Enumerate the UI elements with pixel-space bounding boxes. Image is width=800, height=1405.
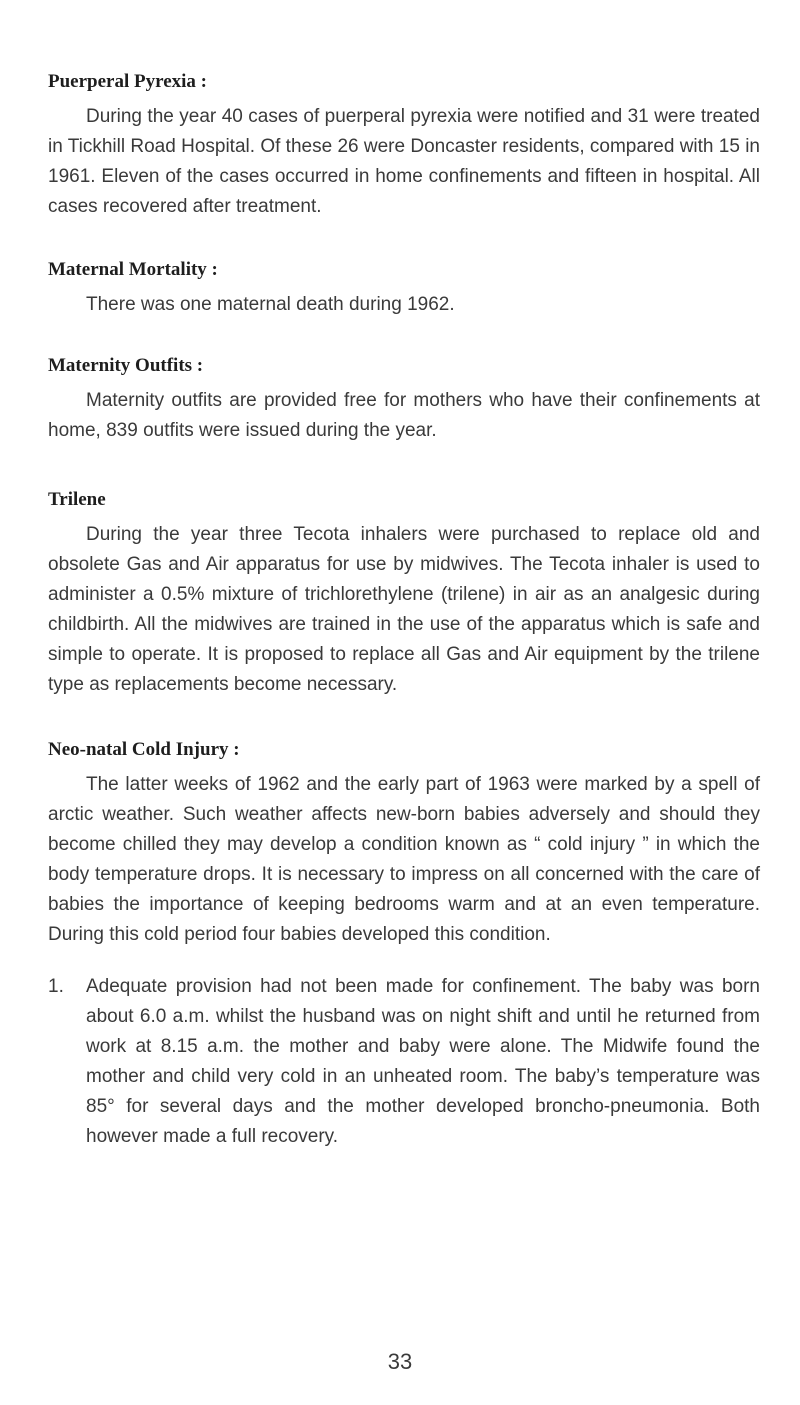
section-heading: Maternity Outfits : (48, 355, 204, 376)
section-paragraph: The latter weeks of 1962 and the early part of 1963 were marked by a spell of arctic weather. Such weather affects new-born babies adversely and should they become chilled they may develop a condition known as “ cold injury ” in which the body temperature drops. It is necessary to impress on all concerned with the care of babies the importance of keeping bedrooms warm and at an even temperature. During this cold period four babies developed this condition. (48, 774, 760, 945)
numbered-list-item (48, 972, 760, 1152)
section-neo-natal-cold-injury (48, 738, 760, 950)
section-paragraph: Maternity outfits are provided free for mothers who have their confinements at home, 839 outfits were issued during the year. (48, 390, 760, 441)
section-heading: Puerperal Pyrexia : (48, 71, 207, 92)
section-heading: Neo-natal Cold Injury : (48, 739, 240, 760)
page-number: 33 (387, 1349, 413, 1374)
section-paragraph: During the year 40 cases of puerperal pyrexia were notified and 31 were treated in Tickhill Road Hospital. Of these 26 were Doncaster residents, compared with 15 in 1961. Eleven of the cases occurred in home confinements and fifteen in hospital. All cases recovered after treatment. (48, 106, 760, 217)
section-heading: Maternal Mortality : (48, 259, 218, 280)
section-maternity-outfits (48, 354, 760, 446)
list-item-number: 1. (48, 976, 64, 997)
section-trilene (48, 488, 760, 700)
section-maternal-mortality (48, 258, 760, 320)
section-paragraph: There was one maternal death during 1962. (86, 294, 455, 315)
section-puerperal-pyrexia (48, 70, 760, 222)
document-page (48, 70, 760, 1152)
list-item-text: Adequate provision had not been made for confinement. The baby was born about 6.0 a.m. whilst the husband was on night shift and until he returned from work at 8.15 a.m. the mother and baby were alone. The Midwife found the mother and child very cold in an unheated room. The baby’s temperature was 85° for several days and the mother developed broncho-pneumonia. Both however made a full recovery. (86, 976, 760, 1147)
section-heading: Trilene (48, 489, 106, 510)
section-paragraph: During the year three Tecota inhalers were purchased to replace old and obsolete Gas and Air apparatus for use by midwives. The Tecota inhaler is used to administer a 0.5% mixture of trichlorethylene (trilene) in air as an analgesic during childbirth. All the midwives are trained in the use of the apparatus which is safe and simple to operate. It is proposed to replace all Gas and Air equipment by the trilene type as replacements become necessary. (48, 524, 760, 695)
